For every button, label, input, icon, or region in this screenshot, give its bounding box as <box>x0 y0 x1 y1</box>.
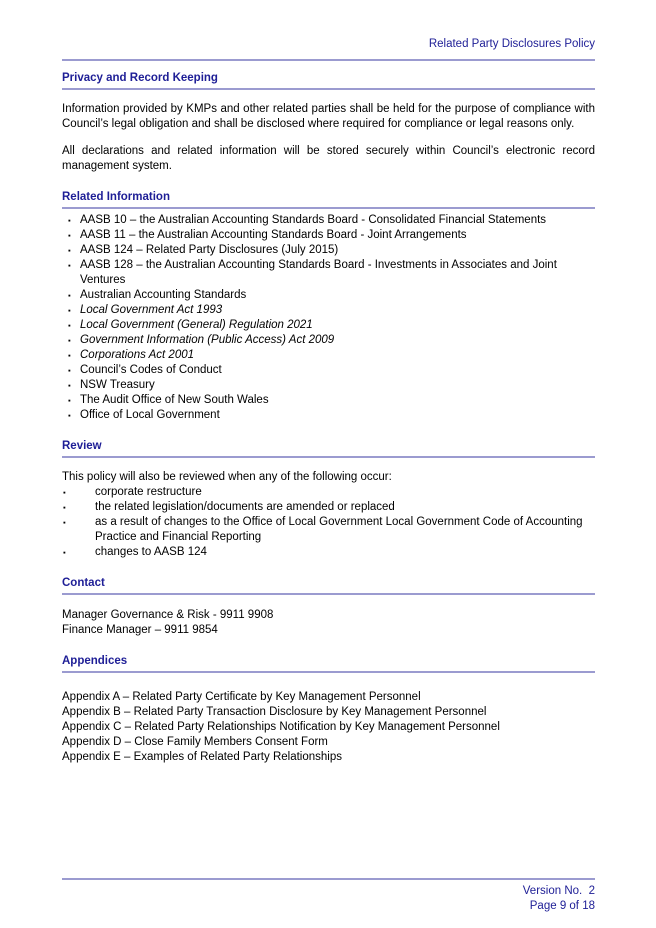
list-item-text: Australian Accounting Standards <box>80 289 247 301</box>
list-item <box>62 393 595 408</box>
list-item <box>62 333 595 348</box>
appendix-line: Appendix E – Examples of Related Party Relationships <box>62 751 342 763</box>
list-item-text: AASB 10 – the Australian Accounting Standards Board - Consolidated Financial Statements <box>80 214 547 226</box>
appendix-line: Appendix A – Related Party Certificate by Key Management Personnel <box>62 691 421 703</box>
section-heading-contact: Contact <box>62 576 595 595</box>
list-item-text: corporate restructure <box>95 486 202 498</box>
bullet-square-icon: ▪ <box>63 503 66 512</box>
appendix-line: Appendix D – Close Family Members Consent Form <box>62 736 328 748</box>
list-item-text: Local Government (General) Regulation 2021 <box>80 319 313 331</box>
list-item-text: AASB 128 – the Australian Accounting Standards Board - Investments in Associates and Joint Ventures <box>80 259 557 286</box>
list-item <box>62 213 595 228</box>
bullet-square-icon: ▪ <box>68 306 71 315</box>
section-heading-privacy: Privacy and Record Keeping <box>62 71 595 90</box>
bullet-square-icon: ▪ <box>63 518 66 527</box>
contact-line: Manager Governance & Risk - 9911 9908 <box>62 609 274 621</box>
list-item <box>62 363 595 378</box>
list-item <box>62 500 595 515</box>
list-item <box>62 288 595 303</box>
list-item <box>62 485 595 500</box>
list-item <box>62 408 595 423</box>
contact-line: Finance Manager – 9911 9854 <box>62 624 218 636</box>
bullet-square-icon: ▪ <box>68 246 71 255</box>
list-item <box>62 515 595 545</box>
list-item-text: AASB 11 – the Australian Accounting Standards Board - Joint Arrangements <box>80 229 467 241</box>
list-item <box>62 258 595 288</box>
list-item <box>62 348 595 363</box>
bullet-square-icon: ▪ <box>68 321 71 330</box>
privacy-paragraph-1: Information provided by KMPs and other related parties shall be held for the purpose of compliance with Council’s legal obligation and shall be disclosed where required for compliance or legal reasons only. <box>62 103 595 130</box>
list-item <box>62 318 595 333</box>
bullet-square-icon: ▪ <box>68 381 71 390</box>
appendix-line: Appendix B – Related Party Transaction Disclosure by Key Management Personnel <box>62 706 487 718</box>
list-item-text: Government Information (Public Access) Act 2009 <box>80 334 335 346</box>
list-item <box>62 378 595 393</box>
list-item-text: changes to AASB 124 <box>95 546 207 558</box>
list-item <box>62 303 595 318</box>
footer-page-number: Page 9 of 18 <box>529 899 595 912</box>
list-item-text: The Audit Office of New South Wales <box>80 394 269 406</box>
page-footer <box>62 878 595 913</box>
list-item <box>62 243 595 258</box>
bullet-square-icon: ▪ <box>63 548 66 557</box>
privacy-paragraph-2: All declarations and related information will be stored securely within Council’s electronic record management system. <box>62 145 595 172</box>
list-item-text: Local Government Act 1993 <box>80 304 223 316</box>
section-heading-review: Review <box>62 439 595 458</box>
bullet-square-icon: ▪ <box>68 261 71 270</box>
bullet-square-icon: ▪ <box>68 351 71 360</box>
appendix-line: Appendix C – Related Party Relationships Notification by Key Management Personnel <box>62 721 500 733</box>
bullet-square-icon: ▪ <box>68 411 71 420</box>
bullet-square-icon: ▪ <box>63 488 66 497</box>
list-item-text: as a result of changes to the Office of Local Government Local Government Code of Accounting Practice and Financial Reporting <box>95 516 583 543</box>
review-intro: This policy will also be reviewed when any of the following occur: <box>62 471 392 483</box>
list-item-text: AASB 124 – Related Party Disclosures (July 2015) <box>80 244 339 256</box>
list-item-text: the related legislation/documents are amended or replaced <box>95 501 395 513</box>
bullet-square-icon: ▪ <box>68 291 71 300</box>
list-item-text: Council’s Codes of Conduct <box>80 364 222 376</box>
related-information-list <box>62 213 595 423</box>
list-item <box>62 228 595 243</box>
contact-lines <box>62 608 595 638</box>
list-item-text: NSW Treasury <box>80 379 155 391</box>
section-heading-related-information: Related Information <box>62 190 595 209</box>
page-header-title: Related Party Disclosures Policy <box>62 37 595 61</box>
bullet-square-icon: ▪ <box>68 396 71 405</box>
bullet-square-icon: ▪ <box>68 366 71 375</box>
review-list <box>62 485 595 560</box>
list-item-text: Corporations Act 2001 <box>80 349 195 361</box>
list-item-text: Office of Local Government <box>80 409 220 421</box>
footer-version: Version No. 2 <box>522 885 595 897</box>
appendices-list <box>62 690 595 765</box>
bullet-square-icon: ▪ <box>68 231 71 240</box>
bullet-square-icon: ▪ <box>68 216 71 225</box>
bullet-square-icon: ▪ <box>68 336 71 345</box>
list-item <box>62 545 595 560</box>
section-heading-appendices: Appendices <box>62 654 595 673</box>
